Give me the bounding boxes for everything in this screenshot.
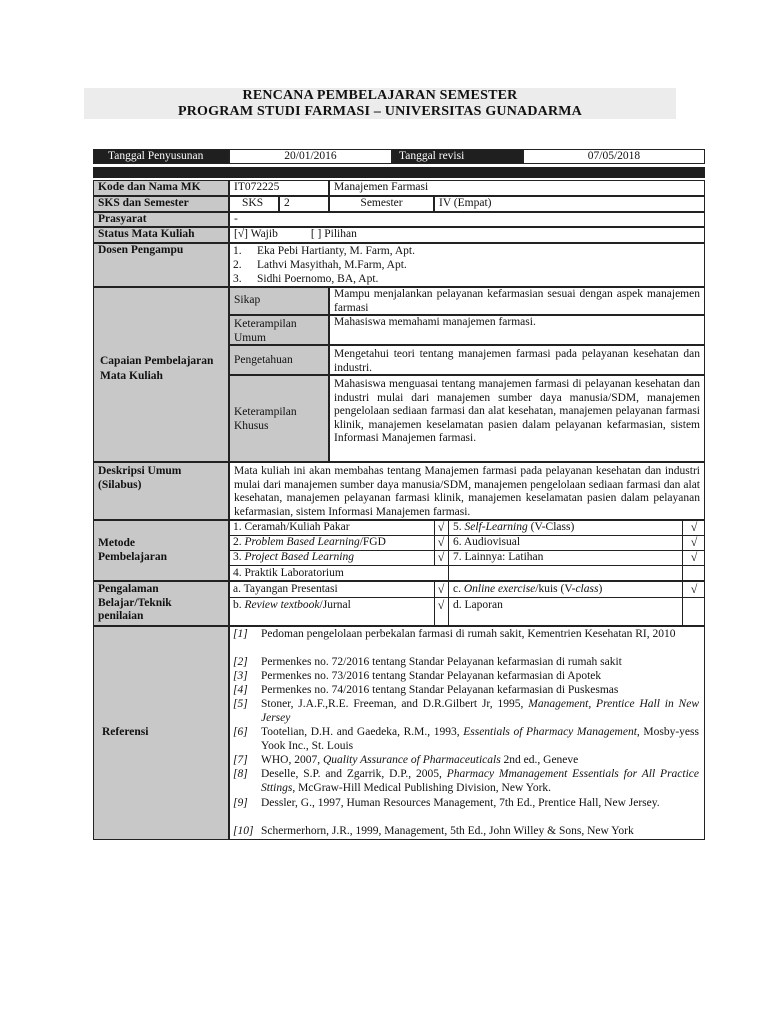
- capaian-aspect: Keterampilan Umum: [229, 315, 329, 345]
- ref-number: [6]: [233, 726, 248, 738]
- metode-item: 2. Problem Based Learning/FGD: [233, 536, 386, 548]
- status-label: Status Mata Kuliah: [93, 227, 229, 243]
- pengalaman-item: d. Laporan: [453, 599, 503, 611]
- sks-text: SKS: [229, 196, 279, 212]
- nama-mk-value: Manajemen Farmasi: [329, 180, 705, 196]
- check-mark: √: [437, 535, 445, 549]
- dosen-name: Sidhi Poernomo, BA, Apt.: [257, 273, 379, 285]
- sks-value: 2: [279, 196, 329, 212]
- section-divider: [93, 167, 705, 178]
- deskripsi-label: [93, 462, 229, 520]
- capaian-text: Mampu menjalankan pelayanan kefarmasian sesuai dengan aspek manajemen farmasi: [329, 287, 705, 315]
- ref-item: Permenkes no. 74/2016 tentang Standar Pelayanan kefarmasian di Puskesmas: [261, 684, 619, 696]
- check-mark: √: [690, 550, 698, 564]
- pengalaman-item: b. Review textbook/Jurnal: [233, 599, 351, 611]
- prasyarat-label: Prasyarat: [93, 212, 229, 227]
- pengalaman-label-line: Belajar/Teknik: [98, 596, 172, 609]
- grid-line: [229, 597, 705, 598]
- capaian-aspect: Pengetahuan: [229, 345, 329, 375]
- deskripsi-text: Mata kuliah ini akan membahas tentang Manajemen farmasi pada pelayanan kesehatan dan industri mulai dari manajemen sumber daya manusia/SDM, manajemen pengelolaan sediaan farmasi dan alat kesehatan, manajemen pelayanan farmasi klinik, manajemen keselamatan pasien dalam pelayanan kefarmasian, sistem Informasi Manajemen farmasi.: [229, 462, 705, 520]
- check-mark: √: [437, 598, 445, 612]
- ref-number: [5]: [233, 698, 248, 710]
- deskripsi-label-line: (Silabus): [98, 478, 142, 491]
- semester-text: Semester: [329, 196, 434, 212]
- capaian-label: Capaian Pembelajaran Mata Kuliah: [93, 287, 229, 462]
- ref-item: Pedoman pengelolaan perbekalan farmasi di rumah sakit, Kementrien Kesehatan RI, 2010: [261, 628, 676, 640]
- dosen-number: 2.: [233, 259, 242, 271]
- kode-label: Kode dan Nama MK: [93, 180, 229, 196]
- ref-number: [9]: [233, 797, 248, 809]
- capaian-aspect: Keterampilan Khusus: [229, 375, 329, 462]
- dosen-name: Eka Pebi Hartianty, M. Farm, Apt.: [257, 245, 415, 257]
- ref-number: [10]: [233, 825, 254, 837]
- check-mark: √: [437, 550, 445, 564]
- status-pilihan: [ ] Pilihan: [310, 228, 357, 240]
- program-title: PROGRAM STUDI FARMASI – UNIVERSITAS GUNADARMA: [178, 104, 582, 119]
- ref-number: [7]: [233, 754, 248, 766]
- ref-item: Permenkes no. 72/2016 tentang Standar Pelayanan kefarmasian di rumah sakit: [261, 656, 622, 668]
- pengalaman-label: [93, 581, 229, 626]
- status-wajib: [√] Wajib: [234, 228, 278, 240]
- metode-item: 1. Ceramah/Kuliah Pakar: [233, 521, 350, 533]
- semester-value: IV (Empat): [434, 196, 705, 212]
- pengalaman-label-line: Pengalaman: [98, 583, 159, 595]
- metode-item: 5. Self-Learning (V-Class): [453, 521, 575, 533]
- capaian-text: Mahasiswa memahami manajemen farmasi.: [329, 315, 705, 345]
- metode-item: 4. Praktik Laboratorium: [233, 567, 344, 579]
- ref-number: [1]: [233, 628, 248, 640]
- metode-item: 6. Audiovisual: [453, 536, 521, 548]
- capaian-text: Mahasiswa menguasai tentang manajemen farmasi di pelayanan kesehatan dan industri mulai dari manajemen sumber daya manusia/SDM, manajemen pengelolaan sediaan farmasi dan alat kesehatan, manajemen pelayanan farmasi klinik, manajemen keselamatan pasien dalam pelayanan kefarmasian, sistem Informasi Manajemen farmasi.: [329, 375, 705, 462]
- ref-number: [2]: [233, 656, 248, 668]
- check-mark: √: [690, 582, 698, 596]
- metode-item: 7. Lainnya: Latihan: [453, 551, 544, 563]
- prasyarat-value: -: [229, 212, 705, 227]
- grid-line: [229, 565, 705, 566]
- deskripsi-label-line: Deskripsi Umum: [98, 465, 182, 477]
- grid-line: [448, 520, 449, 565]
- metode-label-line: Metode: [98, 537, 136, 549]
- document-title: RENCANA PEMBELAJARAN SEMESTER: [242, 88, 518, 103]
- metode-label: [93, 520, 229, 581]
- ref-item: Stoner, J.A.F.,R.E. Freeman, and D.R.Gilbert Jr, 1995, Management, Prentice Hall in New Jersey: [261, 698, 699, 724]
- metode-label-line: Pembelajaran: [98, 550, 167, 563]
- check-mark: √: [690, 535, 698, 549]
- grid-line: [448, 566, 449, 581]
- check-mark: √: [437, 520, 445, 534]
- dosen-number: 3.: [233, 273, 242, 285]
- tanggal-penyusunan-label: Tanggal Penyusunan: [93, 149, 229, 164]
- sks-label: SKS dan Semester: [93, 196, 229, 212]
- ref-item: Dessler, G., 1997, Human Resources Management, 7th Ed., Prentice Hall, New Jersey.: [261, 797, 660, 809]
- dosen-name: Lathvi Masyithah, M.Farm, Apt.: [257, 259, 407, 271]
- metode-item: 3. Project Based Learning: [233, 551, 354, 563]
- ref-number: [8]: [233, 768, 248, 780]
- ref-item: WHO, 2007, Quality Assurance of Pharmaceuticals 2nd ed., Geneve: [261, 754, 579, 766]
- grid-line: [682, 566, 683, 581]
- ref-number: [4]: [233, 684, 248, 696]
- kode-value: IT072225: [229, 180, 329, 196]
- tanggal-revisi-value: 07/05/2018: [523, 149, 705, 164]
- capaian-aspect: Sikap: [229, 287, 329, 315]
- tanggal-revisi-label: Tanggal revisi: [392, 149, 523, 164]
- pengalaman-item: c. Online exercise/kuis (V-class): [453, 583, 603, 595]
- ref-number: [3]: [233, 670, 248, 682]
- check-mark: √: [690, 520, 698, 534]
- status-cell: [229, 227, 705, 243]
- referensi-label: Referensi: [93, 626, 229, 840]
- tanggal-penyusunan-value: 20/01/2016: [229, 149, 392, 164]
- grid-line: [448, 581, 449, 626]
- ref-item: Tootelian, D.H. and Gaedeka, R.M., 1993, Essentials of Pharmacy Management, Mosby-yess Yook Inc., St. Louis: [261, 726, 699, 752]
- dosen-number: 1.: [233, 245, 242, 257]
- check-mark: √: [437, 582, 445, 596]
- ref-item: Permenkes no. 73/2016 tentang Standar Pelayanan kefarmasian di Apotek: [261, 670, 602, 682]
- capaian-text: Mengetahui teori tentang manajemen farmasi pada pelayanan kesehatan dan industri.: [329, 345, 705, 375]
- ref-item: Deselle, S.P. and Zgarrik, D.P., 2005, Pharmacy Mmanagement Essentials for All Practice Sttings, McGraw-Hill Medical Publishing Division, New York.: [261, 768, 699, 794]
- pengalaman-label-line: penilaian: [98, 610, 144, 622]
- pengalaman-item: a. Tayangan Presentasi: [233, 583, 338, 595]
- ref-item: Schermerhorn, J.R., 1999, Management, 5th Ed., John Willey & Sons, New York: [261, 825, 634, 837]
- dosen-label: Dosen Pengampu: [93, 243, 229, 287]
